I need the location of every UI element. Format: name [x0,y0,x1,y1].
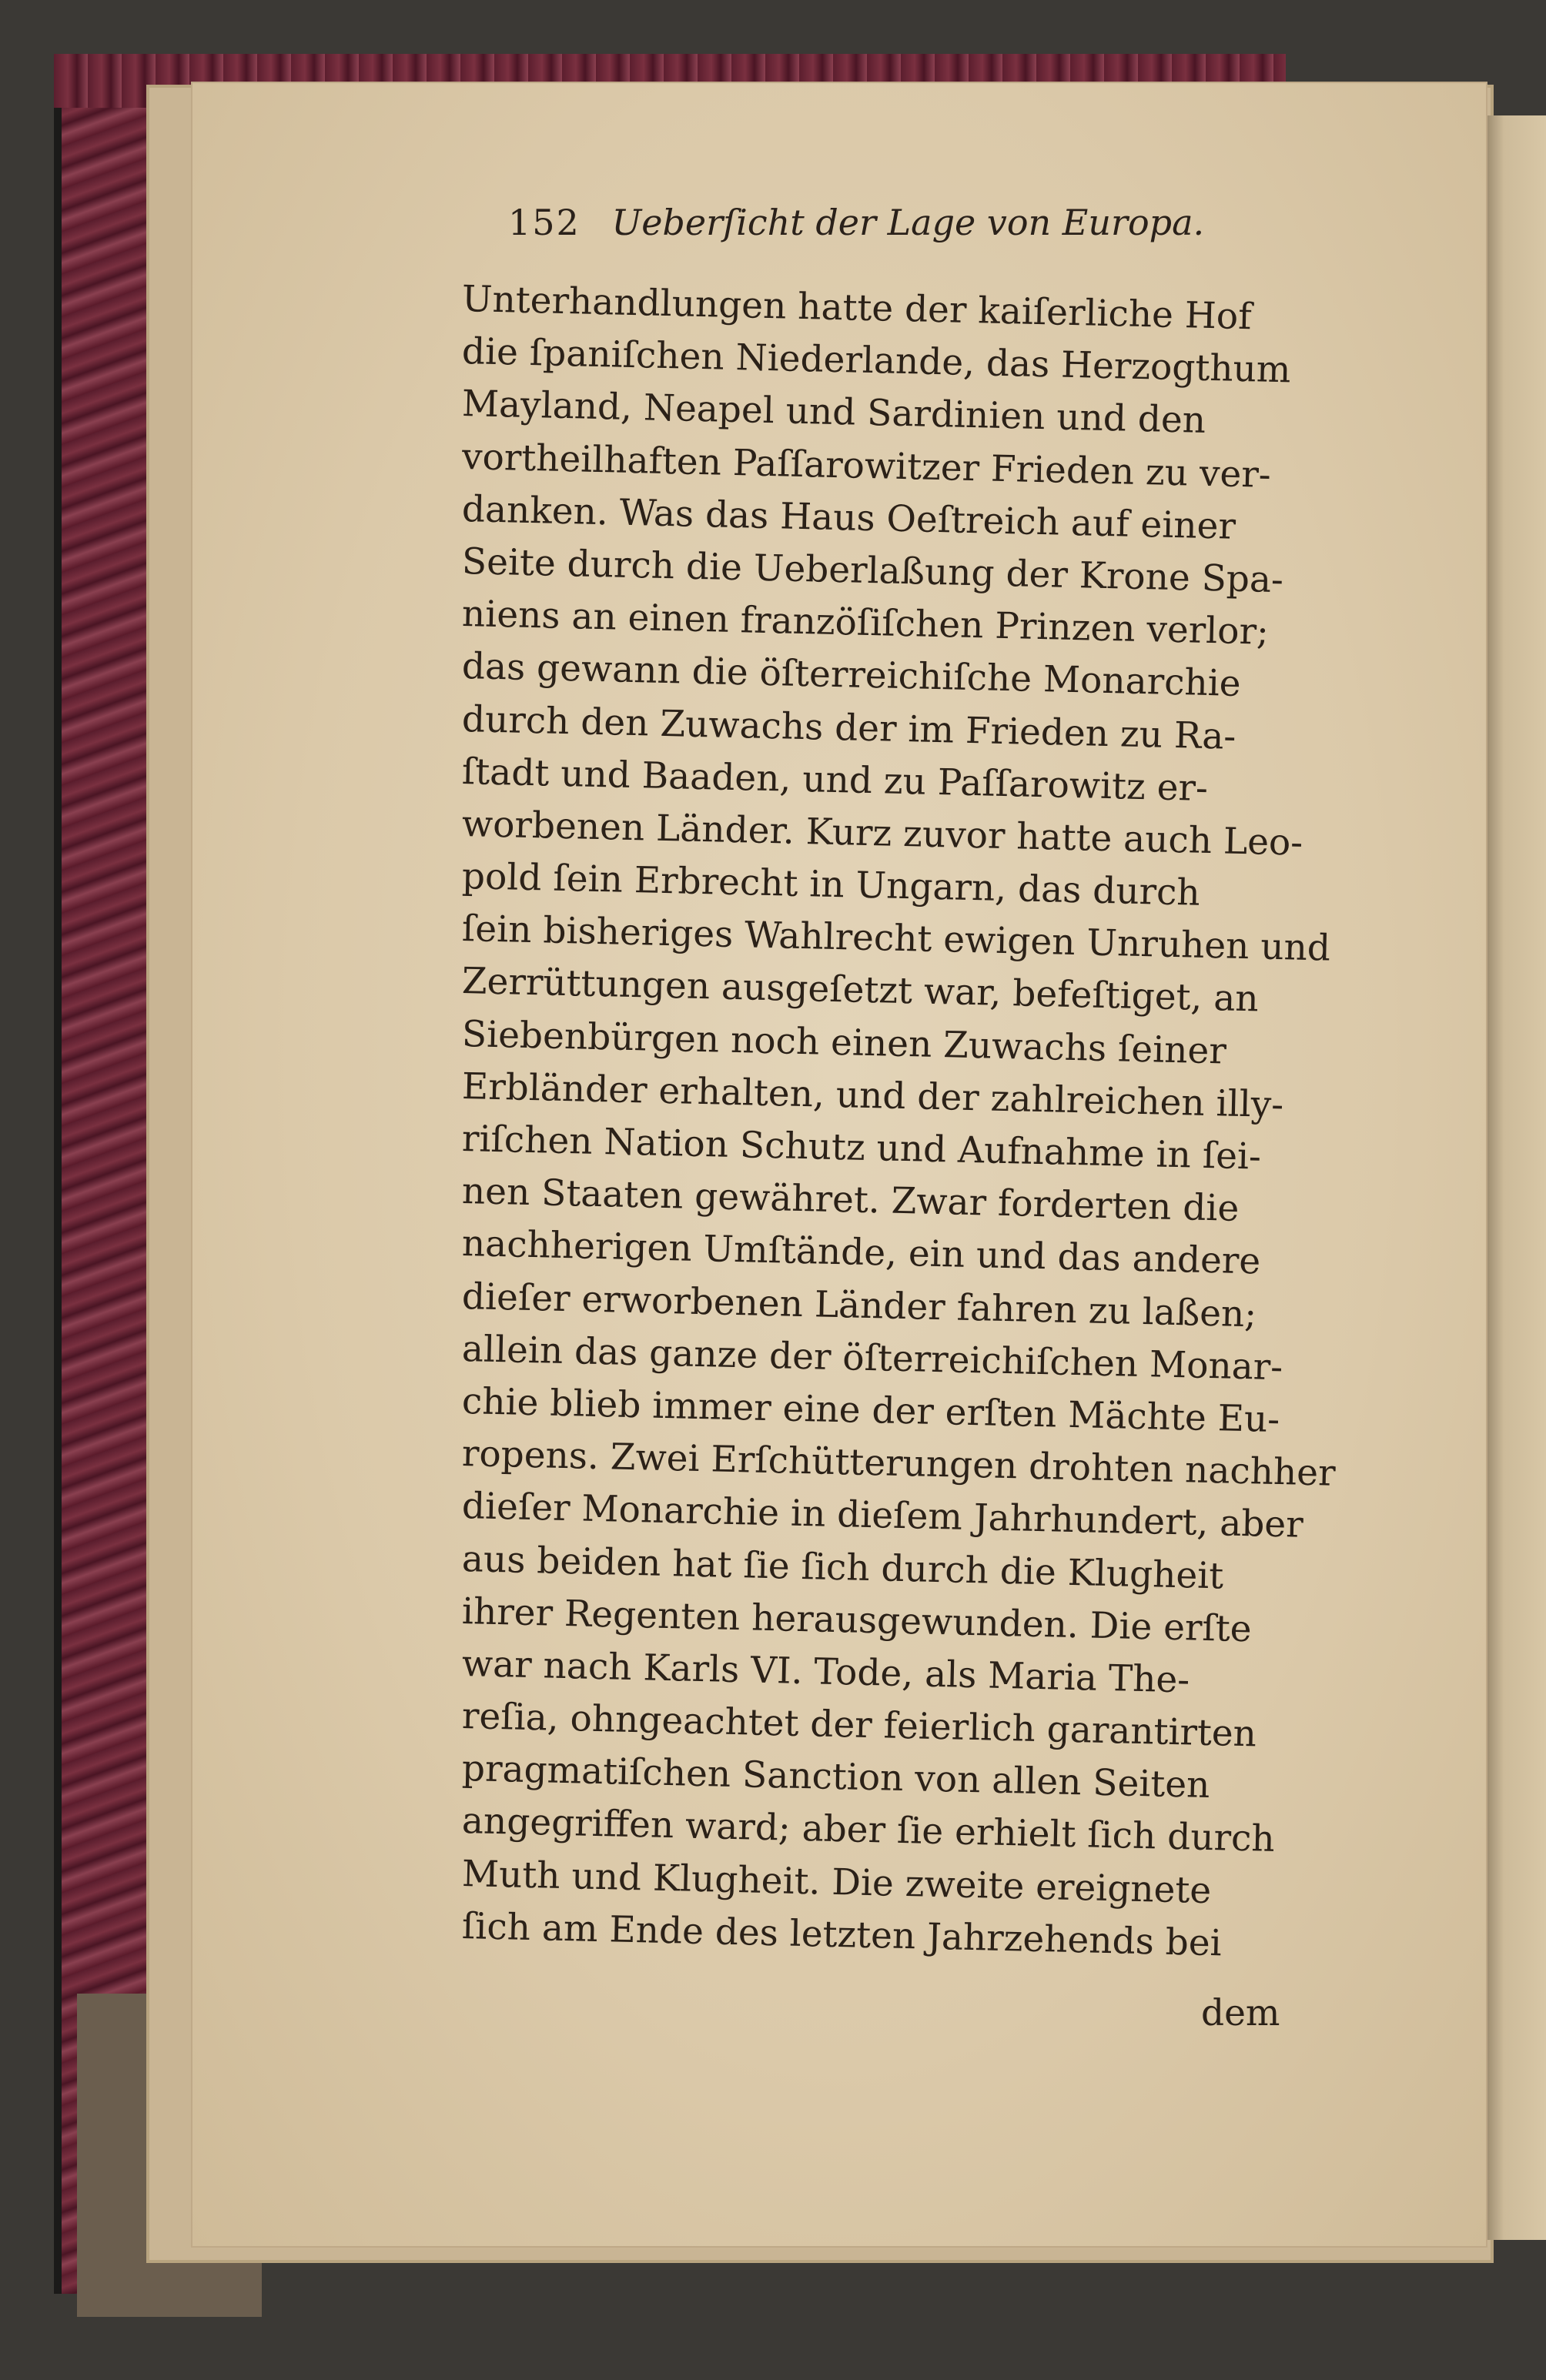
text-line: pold ſein Erbrecht in Ungarn, das durch [461,855,1201,914]
text-line: Muth und Klugheit. Die zweite ereignete [461,1852,1212,1912]
text-line: Zerrüttungen ausgeſetzt war, befeſtiget, an [461,960,1260,1021]
text-line: reſia, ohngeachtet der feierlich garantirten [461,1695,1257,1756]
text-line: ſich am Ende des letzten Jahrzehends bei [461,1904,1223,1965]
text-line: chie blieb immer eine der erſten Mächte Eu- [461,1379,1280,1442]
text-line: dieſer Monarchie in dieſem Jahrhundert, aber [461,1485,1304,1547]
text-line: nachherigen Umſtände, ein und das andere [461,1222,1261,1283]
text-line: Unterhandlungen hatte der kaiſerliche Hof [461,278,1253,339]
text-line: pragmatiſchen Sanction von allen Seiten [461,1747,1210,1807]
page-number: 152 [508,202,581,243]
text-line: dieſer erworbenen Länder fahren zu laßen; [461,1275,1257,1335]
text-line: die ſpaniſchen Niederlande, das Herzogthum [461,330,1292,392]
text-line: vortheilhaften Paſſarowitzer Frieden zu ver- [461,435,1272,496]
text-line: Mayland, Neapel und Sardinien und den [461,383,1206,443]
text-line: aus beiden hat ſie ſich durch die Klugheit [461,1537,1224,1597]
text-line: ihrer Regenten herausgewunden. Die erſte [461,1589,1253,1650]
text-line: Siebenbürgen noch einen Zuwachs ſeiner [461,1012,1227,1073]
text-line: angegriffen ward; aber ſie erhielt ſich durch [461,1800,1276,1861]
text-line: Seite durch die Ueberlaßung der Krone Spa- [461,540,1284,602]
body-text [461,273,1386,1965]
text-line: danken. Was das Haus Oeſtreich auf einer [461,487,1236,548]
running-title: Ueberſicht der Lage von Europa. [611,202,1205,243]
text-line: war nach Karls VI. Tode, als Maria The- [461,1642,1190,1702]
text-line: niens an einen franzöſiſchen Prinzen verlor; [461,593,1270,653]
catchword: dem [1201,1992,1280,2034]
text-line: worbenen Länder. Kurz zuvor hatte auch Leo- [461,802,1303,864]
text-line: nen Staaten gewähret. Zwar forderten die [461,1170,1240,1231]
book-cover-marbled-board [54,62,146,2294]
text-line: ropens. Zwei Erſchütterungen drohten nachher [461,1432,1337,1495]
text-line: durch den Zuwachs der im Frieden zu Ra- [461,697,1236,758]
facing-page-edge [1486,115,1546,2240]
text-line: allein das ganze der öſterreichiſchen Monar- [461,1327,1283,1389]
page-header [508,202,1317,256]
text-line: ſtadt und Baaden, und zu Paſſarowitz er- [461,750,1209,810]
text-line: riſchen Nation Schutz und Aufnahme in ſei- [461,1118,1262,1178]
text-line: das gewann die öſterreichiſche Monarchie [461,645,1242,706]
text-line: Erbländer erhalten, und der zahlreichen illy- [461,1065,1284,1127]
text-line: ſein bisheriges Wahlrecht ewigen Unruhen und [461,908,1331,970]
